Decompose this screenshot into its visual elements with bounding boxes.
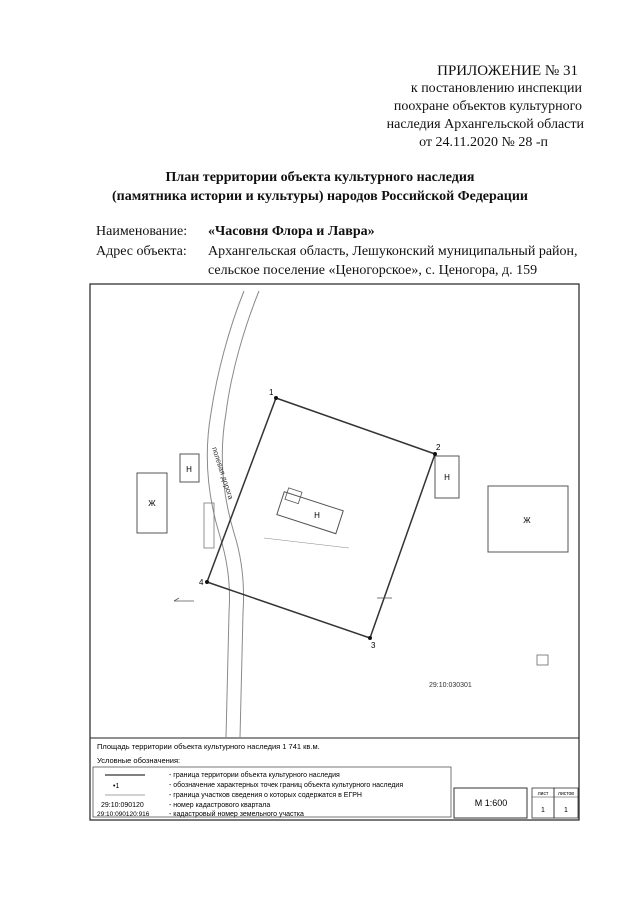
chapel-building — [277, 487, 345, 534]
legend-row — [113, 781, 403, 790]
heritage-boundary — [207, 398, 435, 638]
sheets-value: 1 — [564, 807, 568, 814]
legend-row — [101, 802, 270, 809]
header-line: поохране объектов культурного — [393, 99, 582, 114]
structure-outline — [204, 503, 214, 548]
road-label: полевая дорога — [210, 445, 236, 501]
document-subtitle: (памятника истории и культуры) народов Российской Федерации — [112, 189, 528, 204]
building-label: Н — [314, 511, 320, 520]
svg-text:29:10:090120:916: 29:10:090120:916 — [97, 811, 150, 818]
svg-text:- номер кадастрового квартала: - номер кадастрового квартала — [169, 802, 271, 809]
legend-row — [97, 810, 304, 818]
boundary-point-3: 3 — [371, 641, 376, 650]
header-line: наследия Архангельской области — [386, 117, 584, 132]
boundary-point-1: 1 — [269, 388, 274, 397]
scale-label: М 1:600 — [474, 798, 508, 808]
legend-title: Условные обозначения: — [97, 756, 181, 765]
appendix-title: ПРИЛОЖЕНИЕ № 31 — [437, 63, 578, 79]
name-value: «Часовня Флора и Лавра» — [208, 224, 375, 239]
field-road — [207, 291, 259, 738]
parcel-line — [264, 538, 349, 548]
territory-plan — [89, 283, 581, 823]
building-label: Ж — [148, 499, 156, 508]
building-label: Н — [444, 473, 450, 482]
area-text: Площадь территории объекта культурного наследия 1 741 кв.м. — [97, 742, 320, 751]
sheet-label: лист — [537, 791, 549, 797]
svg-text:•1: •1 — [113, 783, 120, 790]
svg-text:- граница территории объекта к: - граница территории объекта культурного наследия — [169, 772, 340, 779]
cadastral-quarter-number: 29:10:030301 — [429, 682, 472, 689]
decree-number: от 24.11.2020 № 28 -п — [419, 135, 548, 150]
address-label: Адрес объекта: — [96, 244, 187, 259]
header-line: к постановлению инспекции — [410, 81, 582, 96]
svg-text:- граница участков сведения о: - граница участков сведения о которых содержатся в ЕГРН — [169, 792, 362, 799]
building-label: Ж — [523, 516, 531, 525]
legend-row — [105, 792, 362, 799]
name-label: Наименование: — [96, 224, 188, 239]
sheet-value: 1 — [541, 807, 545, 814]
address-value: Архангельская область, Лешуконский муниципальный район, — [208, 244, 578, 259]
svg-text:29:10:090120: 29:10:090120 — [101, 802, 144, 809]
boundary-points — [205, 396, 437, 640]
sheets-label: листов — [558, 791, 574, 797]
legend-row — [105, 771, 340, 779]
boundary-point-2: 2 — [436, 443, 441, 452]
boundary-point-4: 4 — [199, 578, 204, 587]
building-label: Н — [186, 465, 192, 474]
svg-text:- обозначение характерных точе: - обозначение характерных точек границ объекта культурного наследия — [169, 782, 404, 789]
address-value: сельское поселение «Ценогорское», с. Ценогора, д. 159 — [208, 263, 538, 278]
svg-text:- кадастровый номер земельного: - кадастровый номер земельного участка — [169, 811, 304, 818]
small-structure — [537, 655, 548, 665]
document-title: План территории объекта культурного наследия — [165, 170, 475, 185]
